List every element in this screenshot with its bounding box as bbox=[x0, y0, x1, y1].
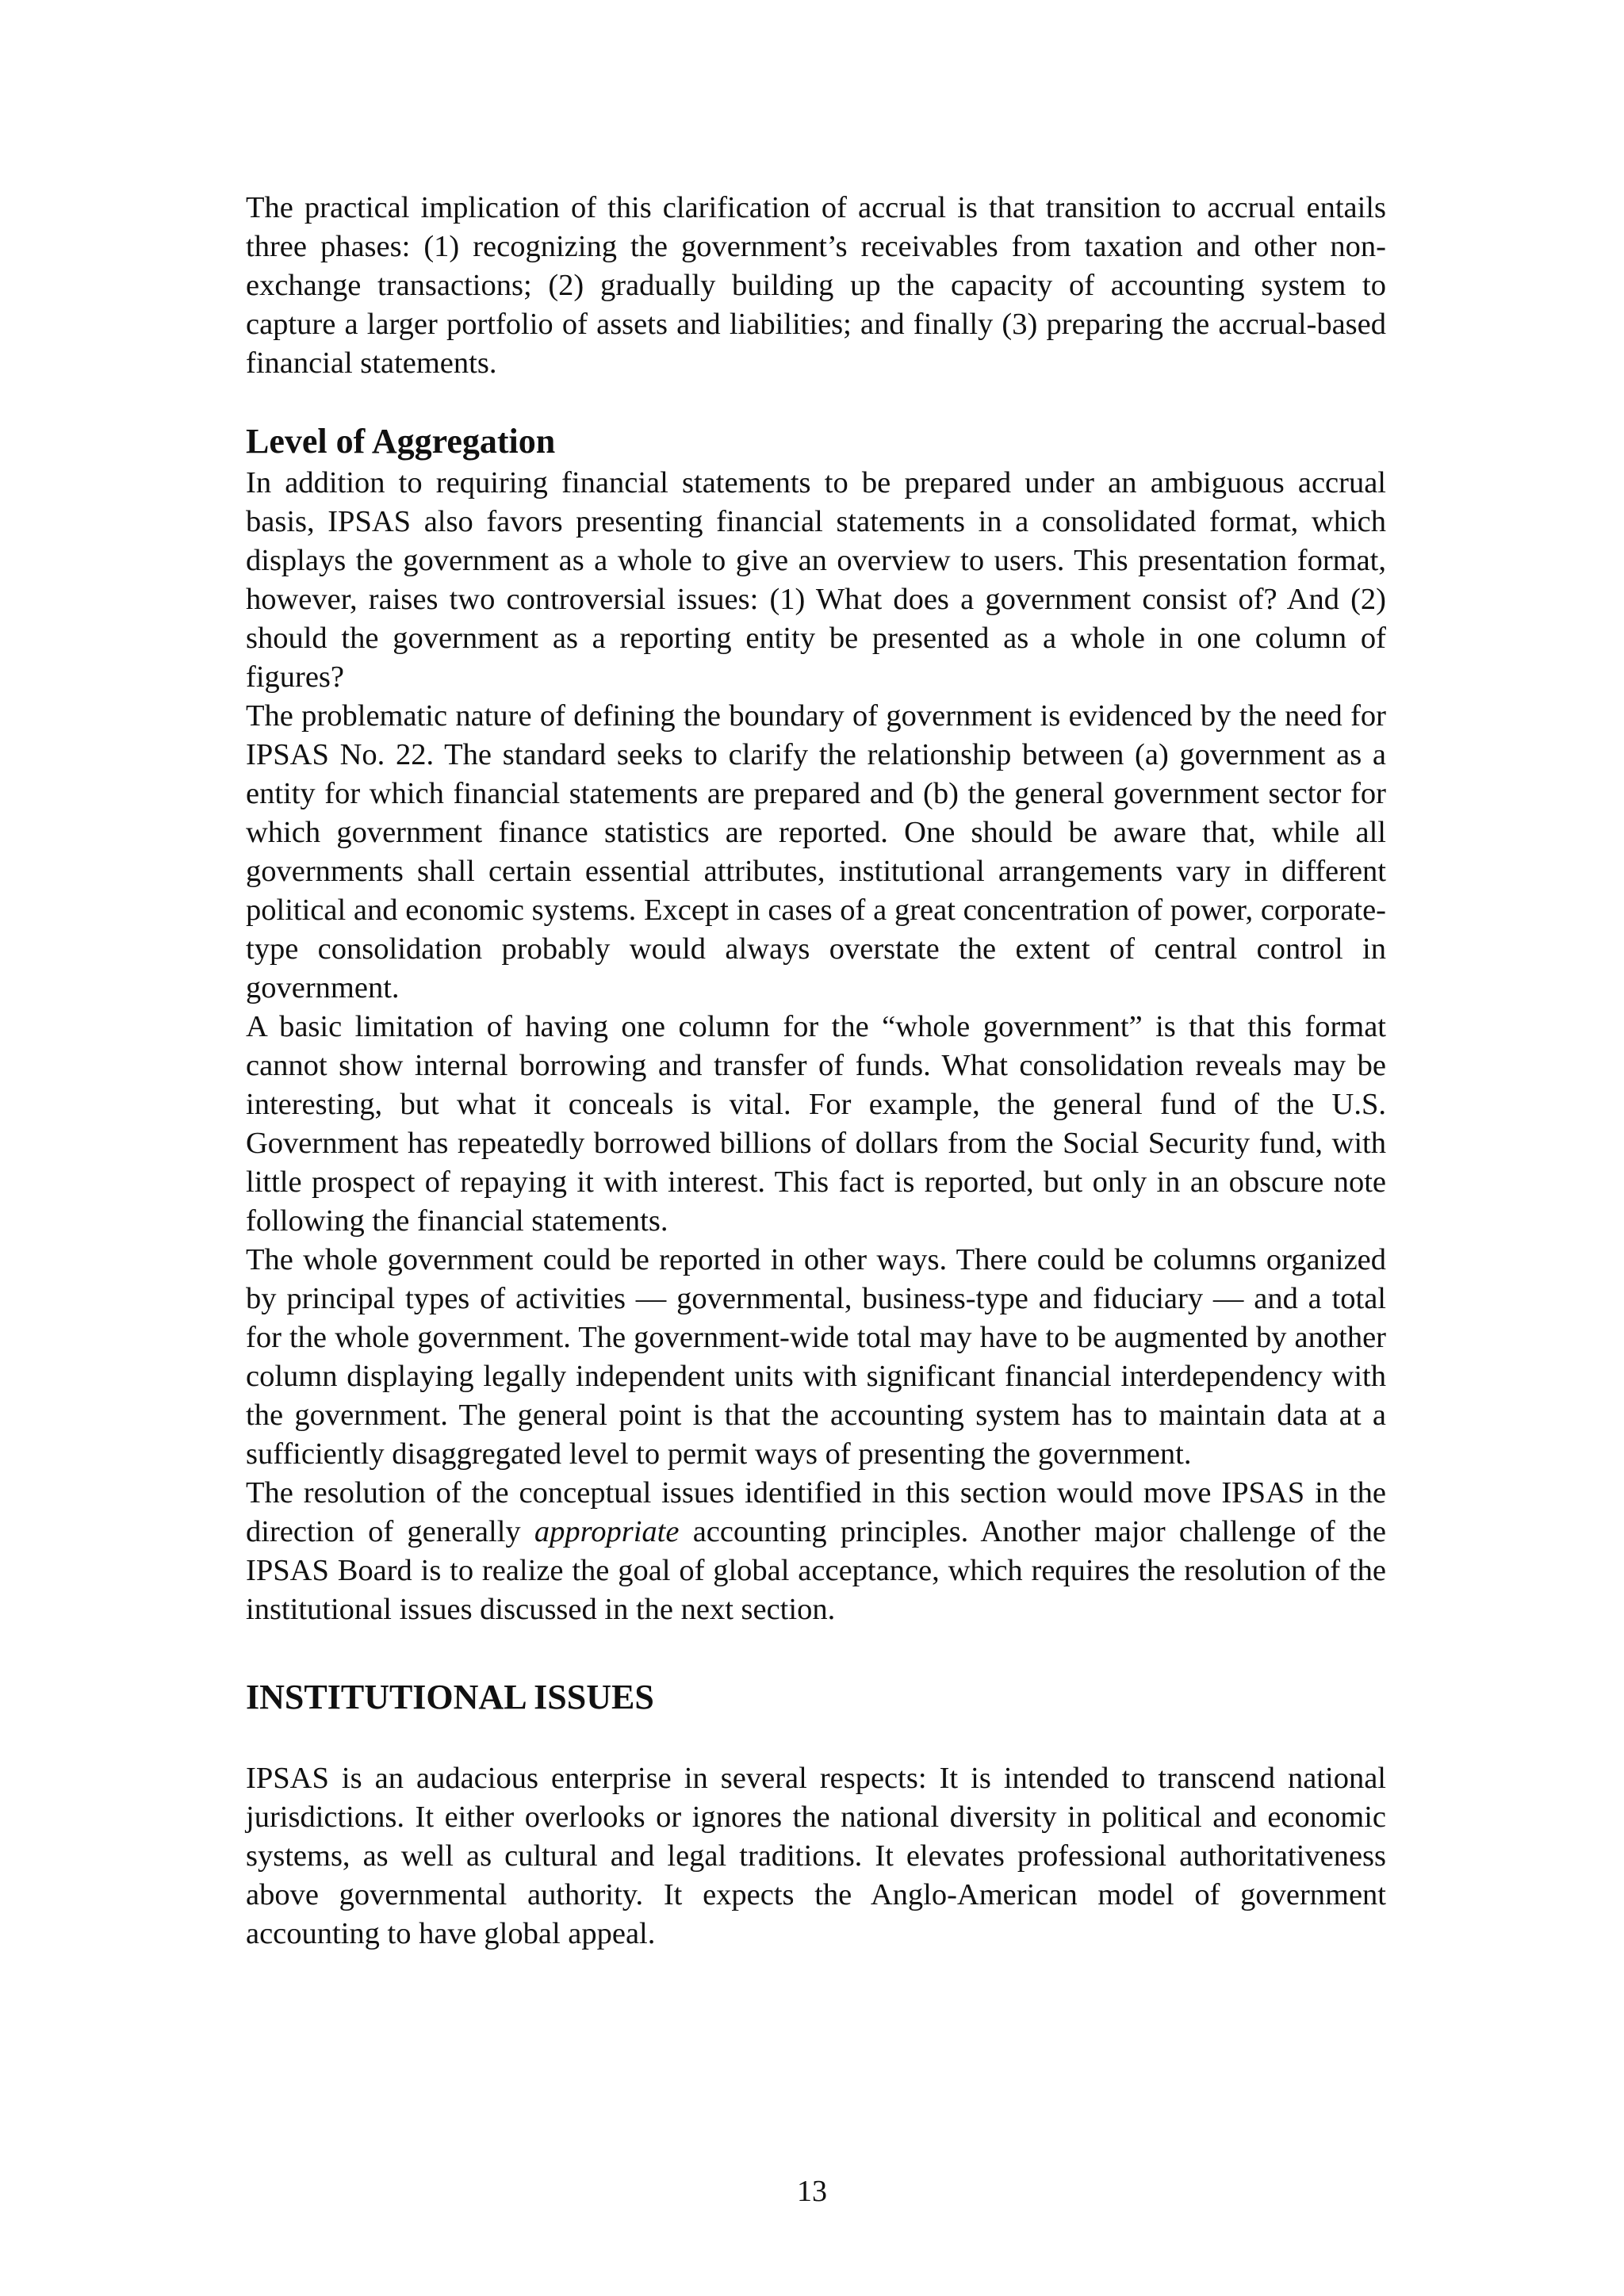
document-body bbox=[246, 189, 1386, 1954]
heading-institutional-issues: INSTITUTIONAL ISSUES bbox=[246, 1678, 654, 1716]
resolution-text-start: The resolution of the conceptual issues identified in this section would move IPSAS in the direction of generally bbox=[246, 1476, 1386, 1548]
heading-level-of-aggregation: Level of Aggregation bbox=[246, 422, 556, 461]
paragraph-aggregation-intro: In addition to requiring financial statements to be prepared under an ambiguous accrual basis, IPSAS also favors presenting financial statements in a consolidated format, which displays the government as a whole to give an overview to users. This presentation format, however, raises two controversial issues: (1) What does a government consist of? And (2) should the government as a reporting entity be presented as a whole in one column of figures? bbox=[246, 466, 1386, 694]
page-number: 13 bbox=[797, 2175, 827, 2208]
paragraph-whole-government-limitation: A basic limitation of having one column for the “whole government” is that this format cannot show internal borrowing and transfer of funds. What consolidation reveals may be interesting, but what it conceals is vital. For example, the general fund of the U.S. Government has repeatedly borrowed billions of dollars from the Social Security fund, with little prospect of repaying it with interest. This fact is reported, but only in an obscure note following the financial statements. bbox=[246, 1010, 1386, 1238]
resolution-text-end: accounting principles. Another major challenge of the IPSAS Board is to realize the goal of global acceptance, which requires the resolution of the institutional issues discussed in the next section. bbox=[246, 1515, 1386, 1626]
paragraph-institutional-issues: IPSAS is an audacious enterprise in several respects: It is intended to transcend national jurisdictions. It either overlooks or ignores the national diversity in political and economic systems, as well as cultural and legal traditions. It elevates professional authoritativeness above governmental authority. It expects the Anglo-American model of government accounting to have global appeal. bbox=[246, 1762, 1386, 1950]
resolution-emphasis: appropriate bbox=[534, 1515, 680, 1548]
paragraph-conceptual-resolution bbox=[246, 1474, 1386, 1629]
paragraph-accrual-phases: The practical implication of this clarification of accrual is that transition to accrual entails three phases: (1) recognizing the government’s receivables from taxation and other non-exchange transactions; (2) gradually building up the capacity of accounting system to capture a larger portfolio of assets and liabilities; and finally (3) preparing the accrual-based financial statements. bbox=[246, 191, 1386, 380]
paragraph-government-boundary: The problematic nature of defining the boundary of government is evidenced by the need for IPSAS No. 22. The standard seeks to clarify the relationship between (a) government as a entity for which financial statements are prepared and (b) the general government sector for which government finance statistics are reported. One should be aware that, while all governments shall certain essential attributes, institutional arrangements vary in different political and economic systems. Except in cases of a great concentration of power, corporate-type consolidation probably would always overstate the extent of central control in government. bbox=[246, 699, 1386, 1004]
paragraph-alternative-reporting: The whole government could be reported in other ways. There could be columns organized by principal types of activities — governmental, business-type and fiduciary — and a total for the whole government. The government-wide total may have to be augmented by another column displaying legally independent units with significant financial interdependency with the government. The general point is that the accounting system has to maintain data at a sufficiently disaggregated level to permit ways of presenting the government. bbox=[246, 1243, 1386, 1471]
